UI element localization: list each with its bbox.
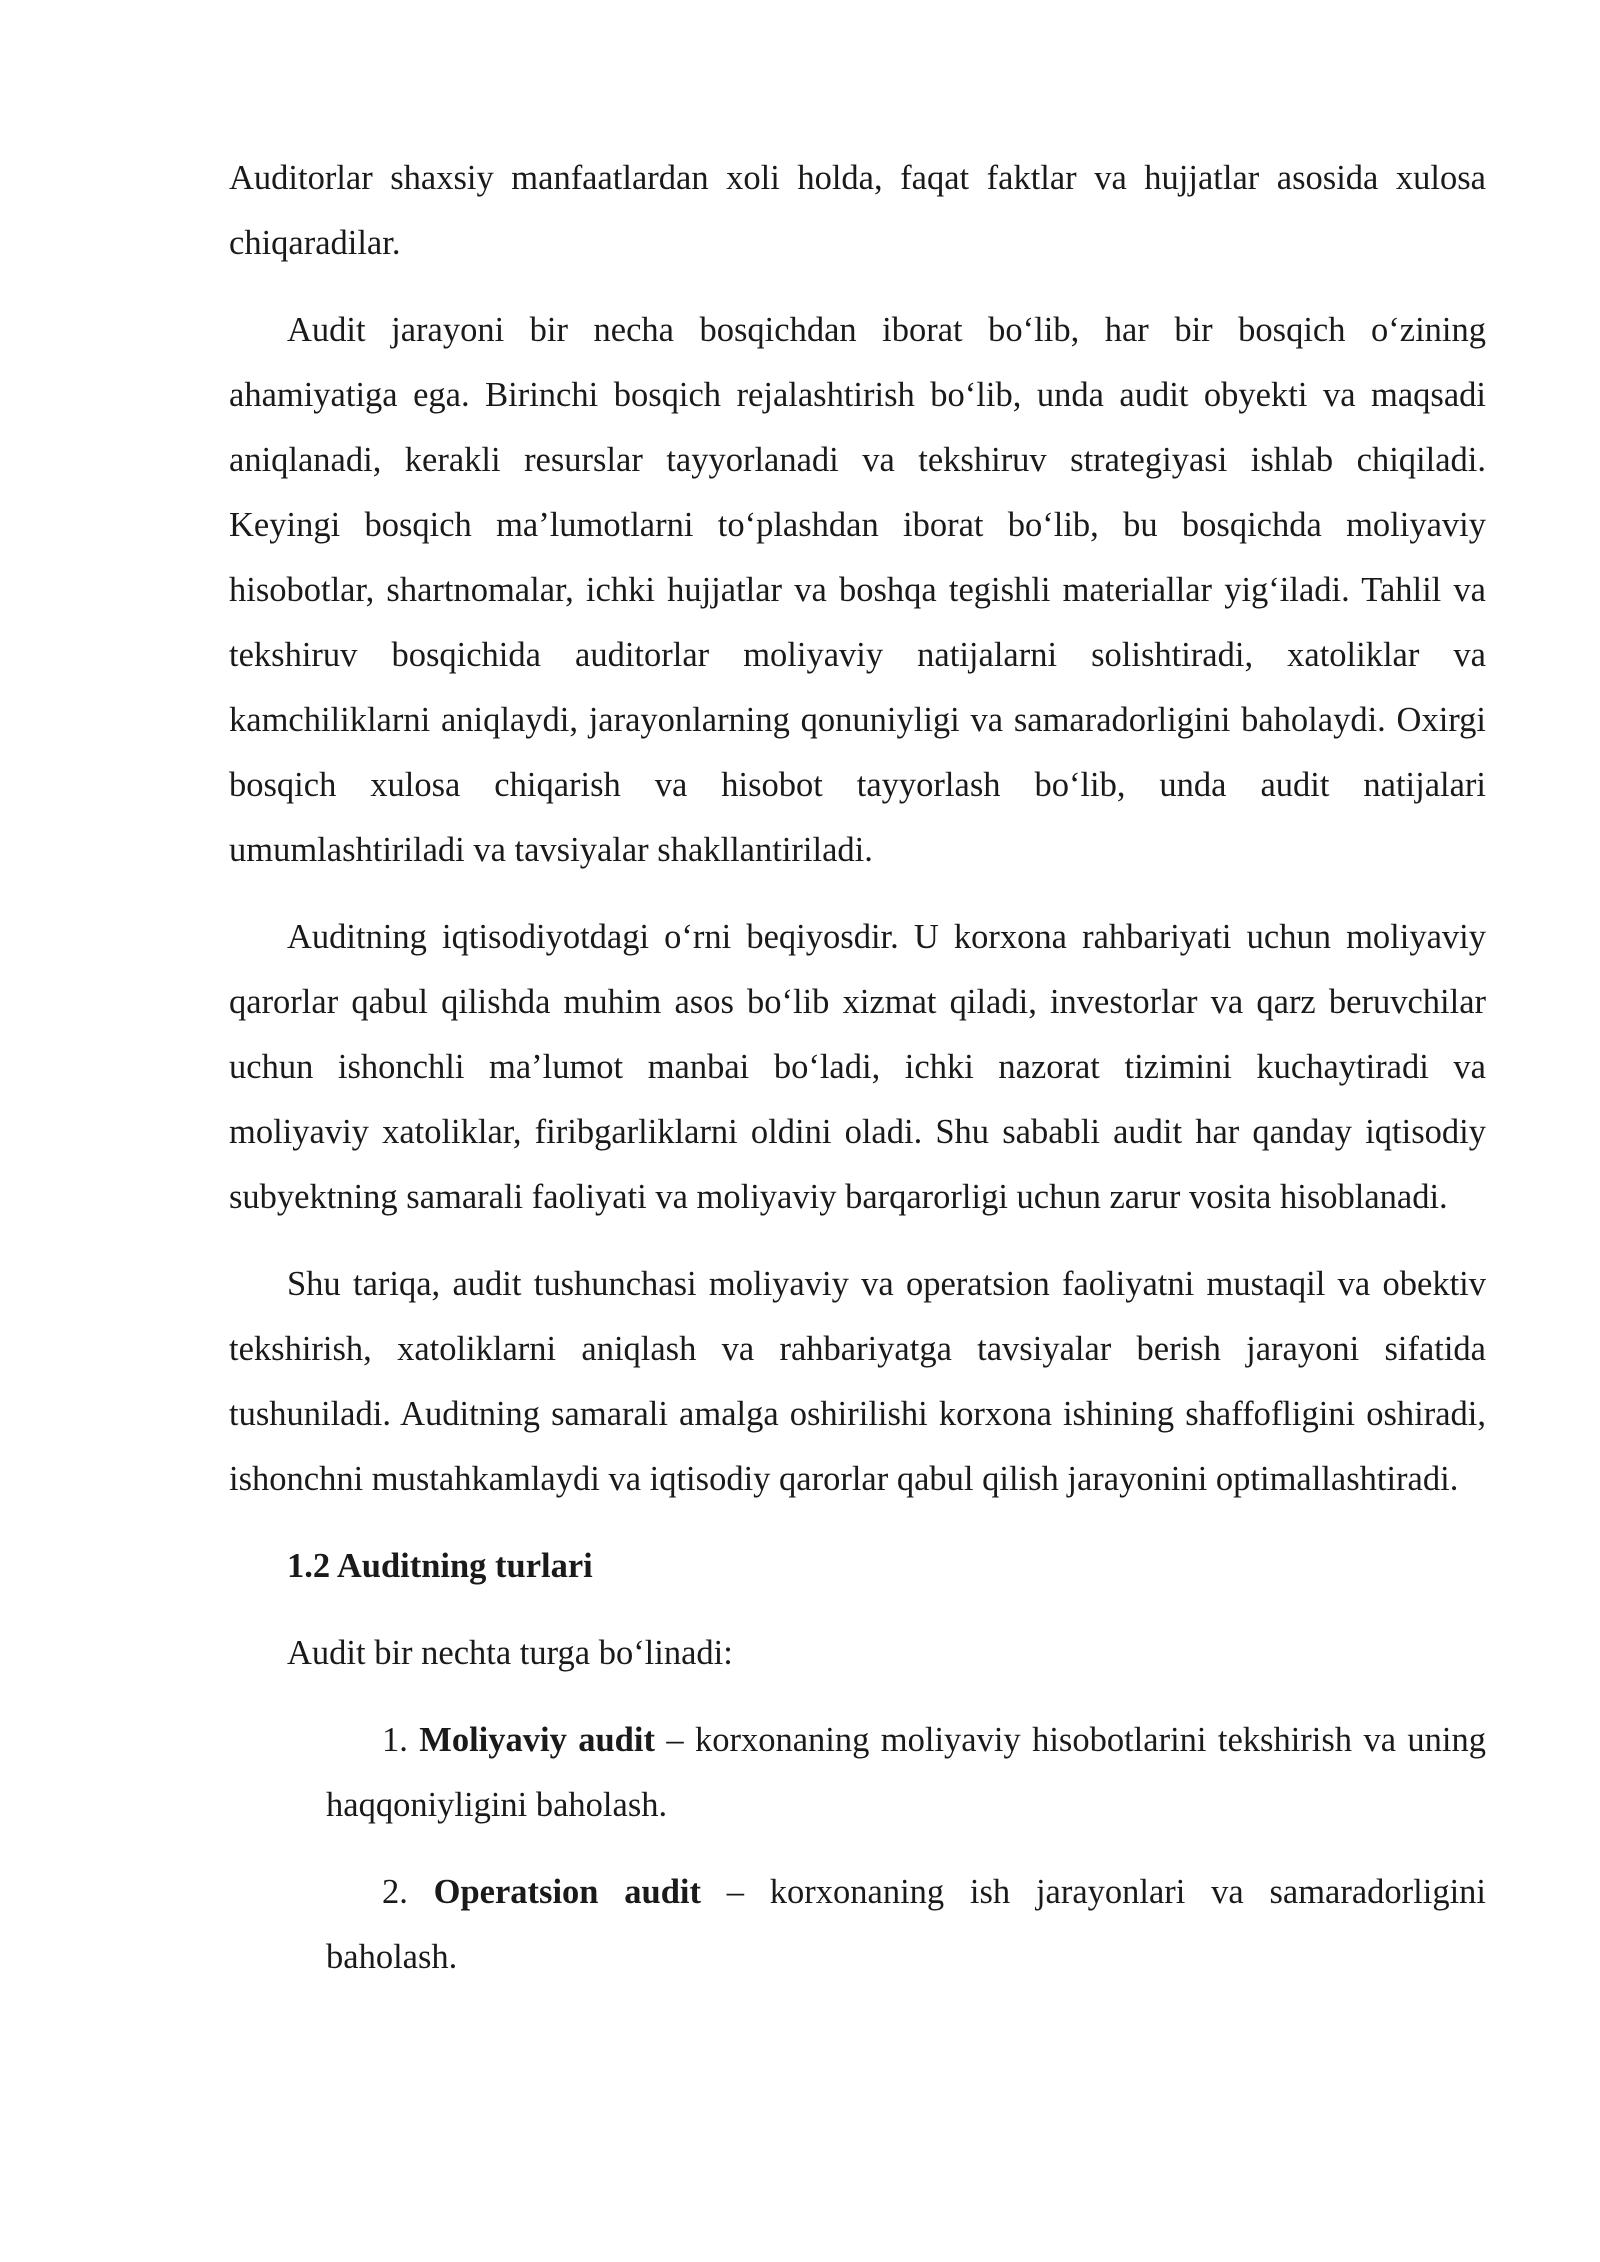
paragraph-audit-summary: Shu tariqa, audit tushunchasi moliyaviy va operatsion faoliyatni mustaqil va obektiv tekshirish, xatoliklarni aniqlash va rahbariyatga tavsiyalar berish jarayoni sifatida tushuniladi. Auditning samarali amalga oshirilishi korxona ishining shaffofligini oshiradi, ishonchni mustahkamlaydi va iqtisodiy qarorlar qabul qilish jarayonini optimallashtiradi. <box>229 1265 1486 1498</box>
document-page <box>229 146 1486 2012</box>
list-item-number: 1. <box>382 1721 408 1759</box>
paragraph-auditor-conclusion: Auditorlar shaxsiy manfaatlardan xoli holda, faqat faktlar va hujjatlar asosida xulosa chiqaradilar. <box>229 159 1486 262</box>
list-item <box>229 1860 1486 1990</box>
list-item-number: 2. <box>382 1873 408 1911</box>
list-item-term: Moliyaviy audit <box>419 1721 655 1759</box>
paragraph-audit-stages: Audit jarayoni bir necha bosqichdan iborat bo‘lib, har bir bosqich o‘zining ahamiyatiga ega. Birinchi bosqich rejalashtirish bo‘lib, unda audit obyekti va maqsadi aniqlanadi, kerakli resurslar tayyorlanadi va tekshiruv strategiyasi ishlab chiqiladi. Keyingi bosqich ma’lumotlarni to‘plashdan iborat bo‘lib, bu bosqichda moliyaviy hisobotlar, shartnomalar, ichki hujjatlar va boshqa tegishli materiallar yig‘iladi. Tahlil va tekshiruv bosqichida auditorlar moliyaviy natijalarni solishtiradi, xatoliklar va kamchiliklarni aniqlaydi, jarayonlarning qonuniyligi va samaradorligini baholaydi. Oxirgi bosqich xulosa chiqarish va hisobot tayyorlash bo‘lib, unda audit natijalari umumlashtiriladi va tavsiyalar shakllantiriladi. <box>229 311 1486 869</box>
list-item-term: Operatsion audit <box>433 1873 701 1911</box>
section-intro: Audit bir nechta turga bo‘linadi: <box>287 1634 733 1672</box>
paragraph-audit-role: Auditning iqtisodiyotdagi o‘rni beqiyosdir. U korxona rahbariyati uchun moliyaviy qarorlar qabul qilishda muhim asos bo‘lib xizmat qiladi, investorlar va qarz beruvchilar uchun ishonchli ma’lumot manbai bo‘ladi, ichki nazorat tizimini kuchaytiradi va moliyaviy xatoliklar, firibgarliklarni oldini oladi. Shu sababli audit har qanday iqtisodiy subyektning samarali faoliyati va moliyaviy barqarorligi uchun zarur vosita hisoblanadi. <box>229 918 1486 1216</box>
list-item-description: – korxonaning ish jarayonlari va samaradorligini baholash. <box>326 1873 1486 1976</box>
section-heading: 1.2 Auditning turlari <box>287 1547 593 1585</box>
list-item-description: – korxonaning moliyaviy hisobotlarini tekshirish va uning haqqoniyligini baholash. <box>326 1721 1486 1824</box>
list-item <box>229 1708 1486 1838</box>
